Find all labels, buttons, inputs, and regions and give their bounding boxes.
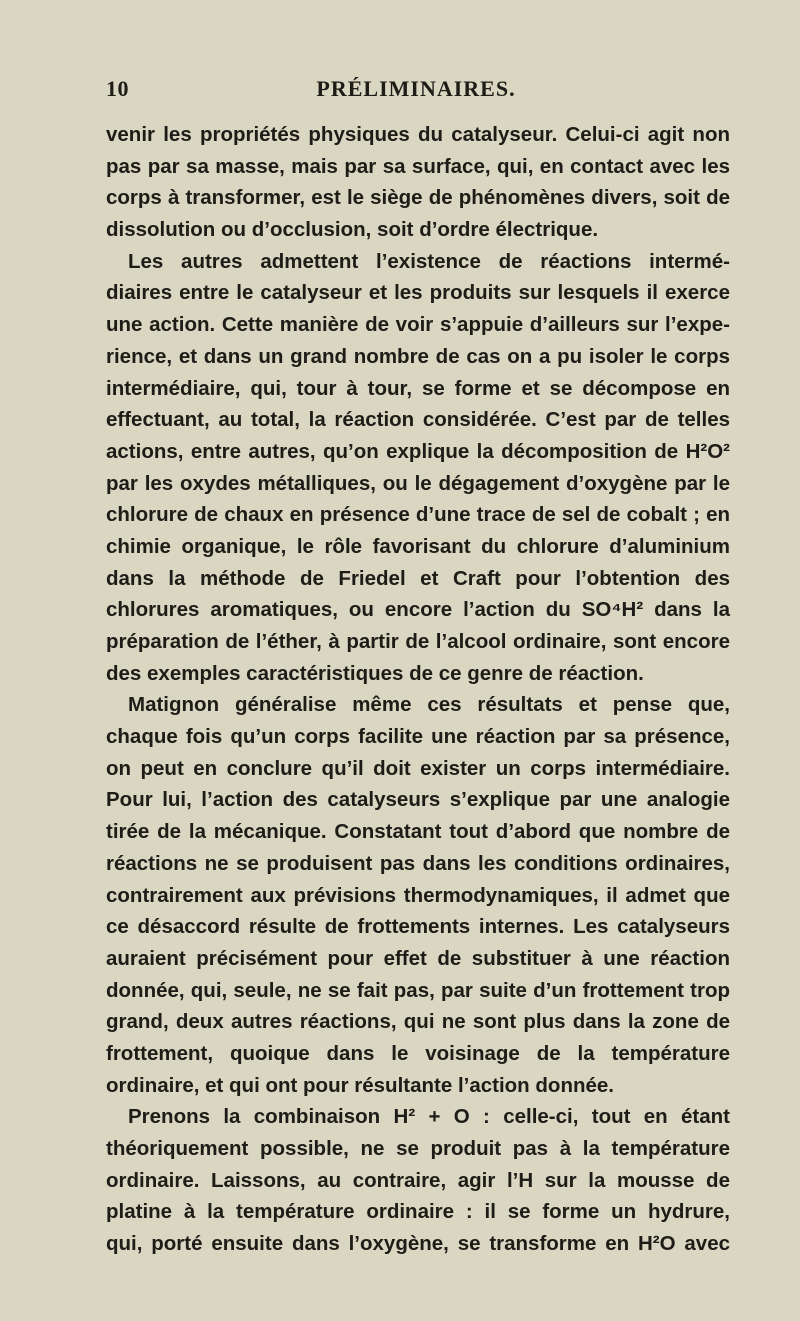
- text-line: chaque fois qu’un corps facilite une réaction par sa présence,: [106, 725, 730, 749]
- text-line: donnée, qui, seule, ne se fait pas, par suite d’un frottement trop: [106, 978, 730, 1002]
- text-line: diaires entre le catalyseur et les produits sur lesquels il exerce: [106, 281, 730, 305]
- text-line: qui, porté ensuite dans l’oxygène, se transforme en H²O avec: [106, 1232, 730, 1256]
- text-line: dans la méthode de Friedel et Craft pour l’obtention des: [106, 566, 730, 590]
- text-line: Matignon généralise même ces résultats et pense que,: [128, 693, 730, 717]
- text-line: chlorures aromatiques, ou encore l’action du SO⁴H² dans la: [106, 598, 730, 622]
- text-line: préparation de l’éther, à partir de l’alcool ordinaire, sont encore: [106, 630, 730, 653]
- text-line: frottement, quoique dans le voisinage de la température: [106, 1041, 730, 1065]
- body-text: [106, 119, 730, 1260]
- running-head: PRÉLIMINAIRES.: [316, 76, 516, 101]
- text-line: contrairement aux prévisions thermodynamiques, il admet que: [106, 883, 730, 907]
- text-line: réactions ne se produisent pas dans les conditions ordinaires,: [106, 851, 730, 875]
- text-line: effectuant, au total, la réaction considérée. C’est par de telles: [106, 408, 730, 432]
- text-line: ordinaire, et qui ont pour résultante l’action donnée.: [106, 1073, 614, 1097]
- text-line: une action. Cette manière de voir s’appuie d’ailleurs sur l’expe-: [106, 313, 730, 337]
- text-line: Prenons la combinaison H² + O : celle-ci, tout en étant: [128, 1105, 730, 1129]
- page-number: 10: [106, 76, 129, 101]
- text-line: platine à la température ordinaire : il se forme un hydrure,: [106, 1200, 730, 1224]
- text-line: venir les propriétés physiques du catalyseur. Celui-ci agit non: [106, 123, 730, 146]
- text-line: dissolution ou d’occlusion, soit d’ordre électrique.: [106, 218, 599, 242]
- text-line: chlorure de chaux en présence d’une trace de sel de cobalt ; en: [106, 503, 730, 527]
- text-line: corps à transformer, est le siège de phénomènes divers, soit de: [106, 186, 730, 210]
- text-line: chimie organique, le rôle favorisant du chlorure d’aluminium: [106, 534, 730, 558]
- page-header: [106, 76, 726, 108]
- text-line: Les autres admettent l’existence de réactions intermé-: [128, 249, 730, 273]
- text-line: des exemples caractéristiques de ce genre de réaction.: [106, 661, 644, 685]
- text-line: tirée de la mécanique. Constatant tout d’abord que nombre de: [106, 820, 730, 844]
- text-line: on peut en conclure qu’il doit exister un corps intermédiaire.: [106, 756, 730, 780]
- text-line: ordinaire. Laissons, au contraire, agir l’H sur la mousse de: [106, 1168, 730, 1192]
- text-line: par les oxydes métalliques, ou le dégagement d’oxygène par le: [106, 471, 730, 495]
- text-line: ce désaccord résulte de frottements internes. Les catalyseurs: [106, 915, 730, 939]
- text-line: intermédiaire, qui, tour à tour, se forme et se décompose en: [106, 376, 730, 400]
- text-line: auraient précisément pour effet de substituer à une réaction: [106, 946, 730, 970]
- text-line: rience, et dans un grand nombre de cas on a pu isoler le corps: [106, 344, 730, 368]
- text-line: actions, entre autres, qu’on explique la décomposition de H²O²: [106, 439, 730, 463]
- text-line: grand, deux autres réactions, qui ne sont plus dans la zone de: [106, 1010, 730, 1034]
- text-line: Pour lui, l’action des catalyseurs s’explique par une analogie: [106, 788, 730, 812]
- text-line: pas par sa masse, mais par sa surface, qui, en contact avec les: [106, 154, 730, 178]
- text-line: théoriquement possible, ne se produit pas à la température: [106, 1137, 730, 1160]
